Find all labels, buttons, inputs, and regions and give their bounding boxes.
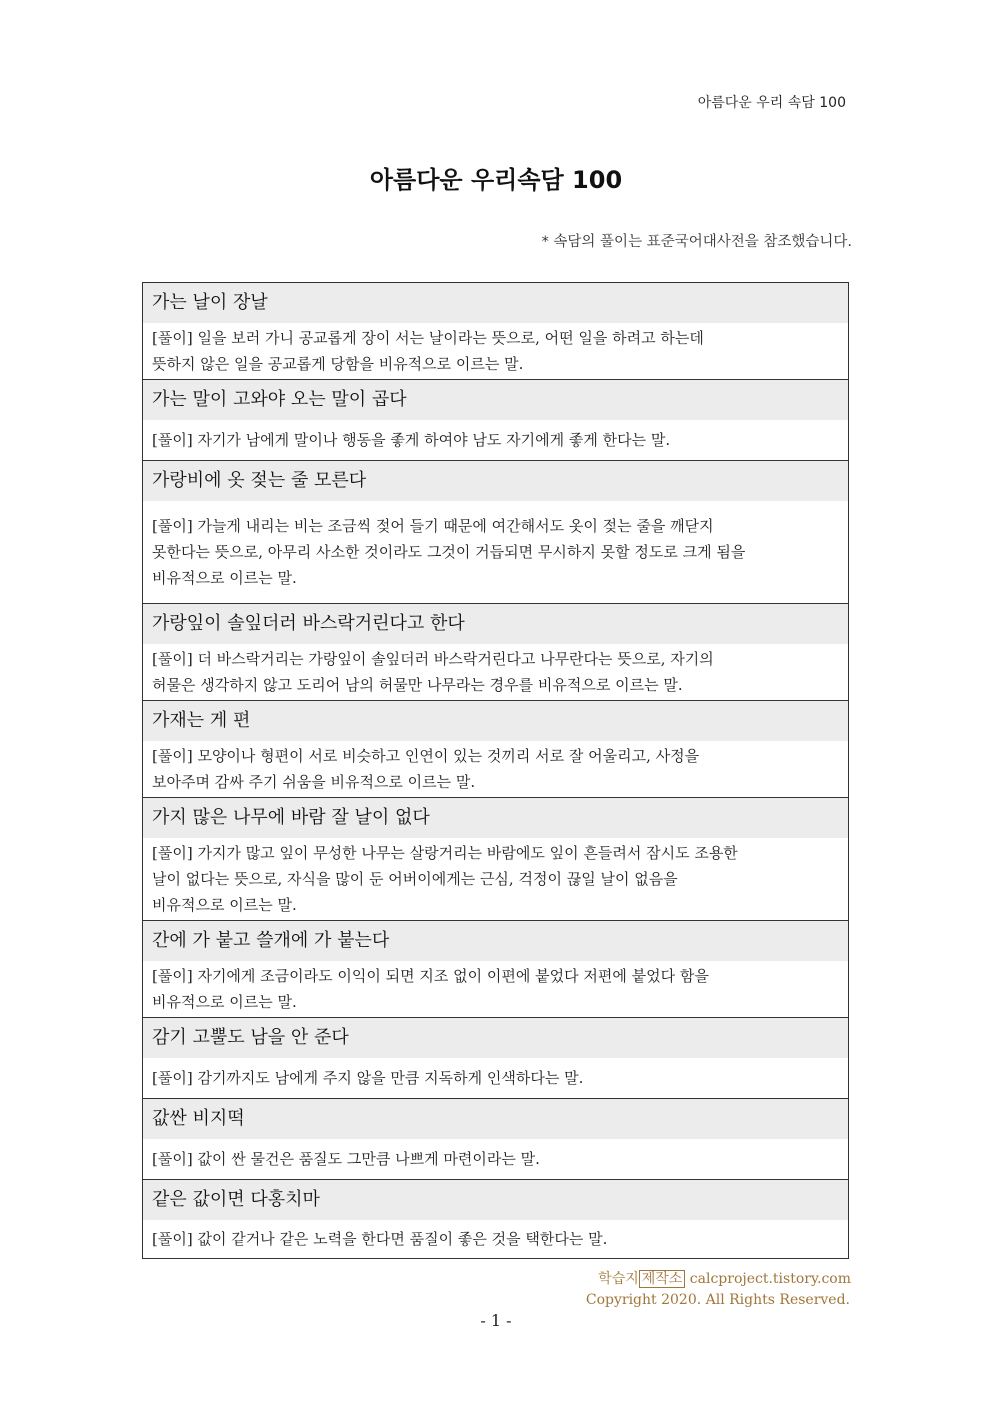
proverb-text: 가지 많은 나무에 바람 잘 날이 없다 xyxy=(143,798,848,838)
proverb-meaning: [풀이] 값이 싼 물건은 품질도 그만큼 나쁘게 마련이라는 말. xyxy=(152,1150,540,1168)
proverb-text: 값싼 비지떡 xyxy=(143,1099,848,1139)
source-note: * 속담의 풀이는 표준국어대사전을 참조했습니다. xyxy=(541,234,852,250)
page-title: 아름다운 우리속담 100 xyxy=(369,166,623,194)
proverb-entry xyxy=(143,701,848,798)
proverb-text: 가랑비에 옷 젖는 줄 모른다 xyxy=(143,461,848,501)
proverb-entry xyxy=(143,283,848,380)
running-header: 아름다운 우리 속담 100 xyxy=(697,95,846,111)
proverb-entry xyxy=(143,921,848,1018)
brand-boxed: 제작소 xyxy=(639,1270,686,1288)
proverb-entry xyxy=(143,461,848,604)
proverb-text: 같은 값이면 다홍치마 xyxy=(143,1180,848,1220)
proverb-text: 감기 고뿔도 남을 안 준다 xyxy=(143,1018,848,1058)
proverb-meaning: [풀이] 가늘게 내리는 비는 조금씩 젖어 들기 때문에 여간해서도 옷이 젖는 줄을 깨닫지 못한다는 뜻으로, 아무리 사소한 것이라도 그것이 거듭되면 무시하지 못할 정도로 크게 됨을 비유적으로 이르는 말. xyxy=(152,517,746,587)
proverb-entry xyxy=(143,1018,848,1099)
proverb-table xyxy=(142,282,849,1259)
proverb-meaning: [풀이] 가지가 많고 잎이 무성한 나무는 살랑거리는 바람에도 잎이 흔들려서 잠시도 조용한 날이 없다는 뜻으로, 자식을 많이 둔 어버이에게는 근심, 걱정이 끊일 날이 없음을 비유적으로 이르는 말. xyxy=(152,844,738,914)
proverb-text: 가재는 게 편 xyxy=(143,701,848,741)
proverb-text: 간에 가 붙고 쓸개에 가 붙는다 xyxy=(143,921,848,961)
proverb-text: 가는 말이 고와야 오는 말이 곱다 xyxy=(143,380,848,420)
site-link[interactable]: calcproject.tistory.com xyxy=(689,1271,851,1287)
proverb-meaning: [풀이] 감기까지도 남에게 주지 않을 만큼 지독하게 인색하다는 말. xyxy=(152,1069,584,1087)
proverb-meaning: [풀이] 값이 같거나 같은 노력을 한다면 품질이 좋은 것을 택한다는 말. xyxy=(152,1230,608,1248)
proverb-entry xyxy=(143,380,848,461)
proverb-meaning: [풀이] 모양이나 형편이 서로 비슷하고 인연이 있는 것끼리 서로 잘 어울리고, 사정을 보아주며 감싸 주기 쉬움을 비유적으로 이르는 말. xyxy=(152,747,700,791)
footer-brand xyxy=(598,1268,851,1288)
proverb-entry xyxy=(143,1180,848,1259)
proverb-meaning: [풀이] 자기가 남에게 말이나 행동을 좋게 하여야 남도 자기에게 좋게 한다는 말. xyxy=(152,431,671,449)
proverb-entry xyxy=(143,798,848,921)
proverb-meaning: [풀이] 더 바스락거리는 가랑잎이 솔잎더러 바스락거린다고 나무란다는 뜻으로, 자기의 허물은 생각하지 않고 도리어 남의 허물만 나무라는 경우를 비유적으로 이르는 말. xyxy=(152,650,714,694)
page-number: - 1 - xyxy=(480,1311,512,1330)
proverb-text: 가랑잎이 솔잎더러 바스락거린다고 한다 xyxy=(143,604,848,644)
brand-prefix: 학습지 xyxy=(598,1271,639,1287)
proverb-meaning: [풀이] 일을 보러 가니 공교롭게 장이 서는 날이라는 뜻으로, 어떤 일을 하려고 하는데 뜻하지 않은 일을 공교롭게 당함을 비유적으로 이르는 말. xyxy=(152,329,704,373)
copyright: Copyright 2020. All Rights Reserved. xyxy=(585,1292,850,1308)
proverb-text: 가는 날이 장날 xyxy=(143,283,848,323)
proverb-entry xyxy=(143,604,848,701)
proverb-meaning: [풀이] 자기에게 조금이라도 이익이 되면 지조 없이 이편에 붙었다 저편에 붙었다 함을 비유적으로 이르는 말. xyxy=(152,967,709,1011)
proverb-entry xyxy=(143,1099,848,1180)
